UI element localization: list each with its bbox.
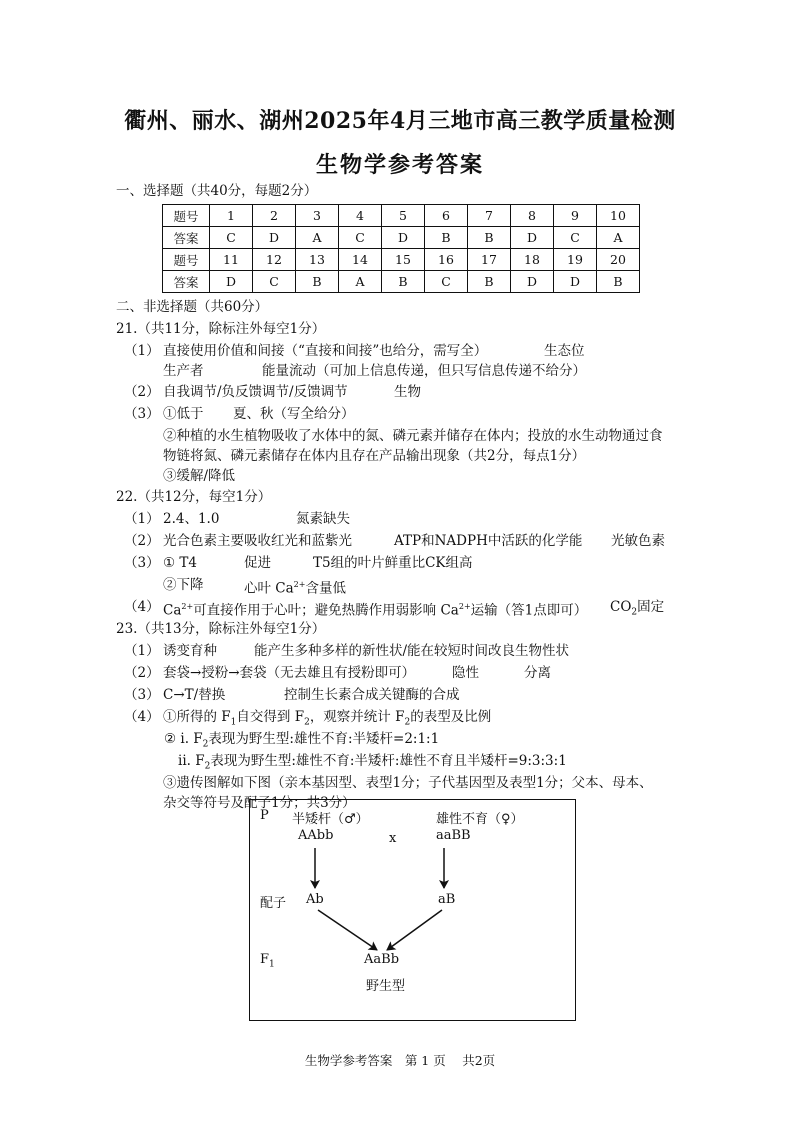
q23-1-label: （1） [124, 643, 160, 659]
arrow-female-gamete-to-f1 [387, 910, 442, 950]
answer-cell: C [554, 227, 597, 249]
q23-3-label: （3） [124, 687, 160, 703]
question-number: 2 [253, 205, 296, 227]
q21-1-answer-d: 能量流动（可加上信息传递，但只写信息传递不给分） [262, 363, 586, 379]
q21-1-answer-c: 生产者 [163, 363, 204, 379]
answer-cell: B [468, 227, 511, 249]
q22-1-answer-b: 氮素缺失 [296, 511, 350, 527]
q21-3-answer-b: 夏、秋（写全给分） [233, 406, 355, 422]
answer-cell: C [425, 271, 468, 293]
q22-1-answer-a: 2.4、1.0 [163, 511, 220, 527]
answer-cell: B [382, 271, 425, 293]
table-row [163, 227, 640, 249]
q21-3-answer-c: ②种植的水生植物吸收了水体中的氮、磷元素并储存在体内；投放的水生动物通过食 [163, 428, 663, 444]
q22-3-label: （3） [124, 555, 160, 571]
female-gamete: aB [438, 892, 456, 907]
question-number: 9 [554, 205, 597, 227]
q22-3-answer-c: T5组的叶片鲜重比CK组高 [313, 555, 473, 571]
question-number: 16 [425, 249, 468, 271]
q21-2-answer-a: 自我调节/负反馈调节/反馈调节 [163, 384, 348, 400]
arrow-male-gamete-to-f1 [318, 910, 377, 950]
answer-cell: D [253, 227, 296, 249]
answer-cell: B [425, 227, 468, 249]
question-number: 4 [339, 205, 382, 227]
answer-cell: A [597, 227, 640, 249]
q21-1-answer-b: 生态位 [544, 343, 585, 359]
answer-cell: D [210, 271, 253, 293]
answer-cell: D [511, 271, 554, 293]
question-number: 13 [296, 249, 339, 271]
question-number: 18 [511, 249, 554, 271]
question-number: 14 [339, 249, 382, 271]
q23-2-answer-a: 套袋→授粉→套袋（无去雄且有授粉即可） [163, 665, 416, 681]
q23-1-answer-a: 诱变育种 [163, 643, 217, 659]
f1-phenotype: 野生型 [366, 979, 406, 994]
f1-generation-label: $F_1$ [260, 952, 275, 970]
q23-4-answer-e: 杂交等符号及配子1分；共3分） [163, 795, 356, 811]
q21-3-answer-e: ③缓解/降低 [163, 468, 236, 484]
answer-cell: B [296, 271, 339, 293]
q22-4-answer-a: $Ca^{2+}$可直接作用于心叶；避免热腾作用弱影响 $Ca^{2+}$运输（答1点即可） [163, 602, 588, 619]
q23-4-answer-d: ③遗传图解如下图（亲本基因型、表型1分；子代基因型及表型1分；父本、母本、 [163, 775, 653, 791]
q23-4-label: （4） [124, 709, 160, 725]
question-number: 1 [210, 205, 253, 227]
table-row [163, 271, 640, 293]
q22-2-answer-c: 光敏色素 [611, 533, 665, 549]
q23-4-answer-c: ii. $F_2$表现为野生型:雄性不育:半矮杆:雄性不育且半矮杆=9:3:3:1 [178, 753, 567, 772]
row-label: 答案 [163, 227, 210, 249]
answer-table [162, 204, 640, 293]
male-gamete: Ab [306, 892, 324, 907]
answer-cell: D [554, 271, 597, 293]
answer-cell: D [511, 227, 554, 249]
parent-generation-label: P [260, 808, 269, 823]
page-footer: 生物学参考答案 第 1 页 共2页 [304, 1053, 496, 1068]
page-title: 衢州、丽水、湖州2025年4月三地市高三教学质量检测 [124, 108, 676, 134]
answer-cell: A [339, 271, 382, 293]
table-row [163, 205, 640, 227]
q22-4-answer-b: $CO_2$固定 [610, 599, 665, 618]
question-number: 20 [597, 249, 640, 271]
q21-1-label: （1） [124, 343, 160, 359]
q23-heading: 23.（共13分，除标注外每空1分） [116, 621, 326, 637]
answer-cell: D [382, 227, 425, 249]
question-number: 6 [425, 205, 468, 227]
q23-2-answer-c: 分离 [524, 665, 551, 681]
q21-heading: 21.（共11分，除标注外每空1分） [116, 321, 326, 337]
question-number: 10 [597, 205, 640, 227]
page-subtitle: 生物学参考答案 [315, 152, 484, 178]
question-number: 15 [382, 249, 425, 271]
row-label: 答案 [163, 271, 210, 293]
question-number: 17 [468, 249, 511, 271]
q22-3-answer-d: ②下降 [163, 577, 204, 593]
q22-3-answer-a: ① T4 [163, 555, 197, 571]
question-number: 19 [554, 249, 597, 271]
q22-4-label: （4） [124, 599, 160, 615]
female-parent-phenotype: 雄性不育（♀） [436, 812, 524, 827]
row-label: 题号 [163, 205, 210, 227]
q22-2-label: （2） [124, 533, 160, 549]
answer-cell: C [210, 227, 253, 249]
q21-2-label: （2） [124, 384, 160, 400]
gamete-label: 配子 [260, 896, 287, 911]
section-1-heading: 一、选择题（共40分，每题2分） [116, 183, 318, 199]
answer-cell: C [253, 271, 296, 293]
q21-3-answer-d: 物链将氮、磷元素储存在体内且存在产品输出现象（共2分，每点1分） [163, 448, 586, 464]
question-number: 8 [511, 205, 554, 227]
q23-1-answer-b: 能产生多种多样的新性状/能在较短时间改良生物性状 [254, 643, 570, 659]
row-label: 题号 [163, 249, 210, 271]
q21-3-answer-a: ①低于 [163, 406, 204, 422]
q21-1-answer-a: 直接使用价值和间接（“直接和间接”也给分，需写全） [163, 343, 488, 359]
q23-3-answer-b: 控制生长素合成关键酶的合成 [284, 687, 460, 703]
q23-3-answer-a: C→T/替换 [163, 687, 226, 703]
q21-2-answer-b: 生物 [394, 384, 421, 400]
section-2-heading: 二、非选择题（共60分） [116, 299, 269, 315]
table-row [163, 249, 640, 271]
q22-1-label: （1） [124, 511, 160, 527]
genetic-cross-diagram [249, 799, 576, 1021]
q23-2-answer-b: 隐性 [452, 665, 479, 681]
f1-genotype: AaBb [364, 952, 400, 967]
answer-cell: B [597, 271, 640, 293]
q22-heading: 22.（共12分，每空1分） [116, 489, 272, 505]
q21-3-label: （3） [124, 406, 160, 422]
question-number: 5 [382, 205, 425, 227]
question-number: 3 [296, 205, 339, 227]
question-number: 12 [253, 249, 296, 271]
question-number: 7 [468, 205, 511, 227]
q22-2-answer-b: ATP和NADPH中活跃的化学能 [394, 533, 583, 549]
male-parent-genotype: AAbb [298, 828, 334, 843]
answer-cell: C [339, 227, 382, 249]
q22-3-answer-b: 促进 [244, 555, 271, 571]
cross-symbol: x [389, 831, 397, 846]
q23-4-answer-a: ①所得的 $F_1$自交得到 $F_2$，观察并统计 $F_2$的表型及比例 [163, 709, 492, 728]
q23-2-label: （2） [124, 665, 160, 681]
q22-2-answer-a: 光合色素主要吸收红光和蓝紫光 [163, 533, 352, 549]
answer-cell: A [296, 227, 339, 249]
q22-3-answer-e: 心叶 $Ca^{2+}$含量低 [244, 580, 346, 597]
answer-cell: B [468, 271, 511, 293]
female-parent-genotype: aaBB [436, 828, 471, 843]
q23-4-answer-b: ② i. $F_2$表现为野生型:雄性不育:半矮杆=2:1:1 [164, 731, 440, 750]
question-number: 11 [210, 249, 253, 271]
male-parent-phenotype: 半矮杆（♂） [292, 812, 369, 827]
